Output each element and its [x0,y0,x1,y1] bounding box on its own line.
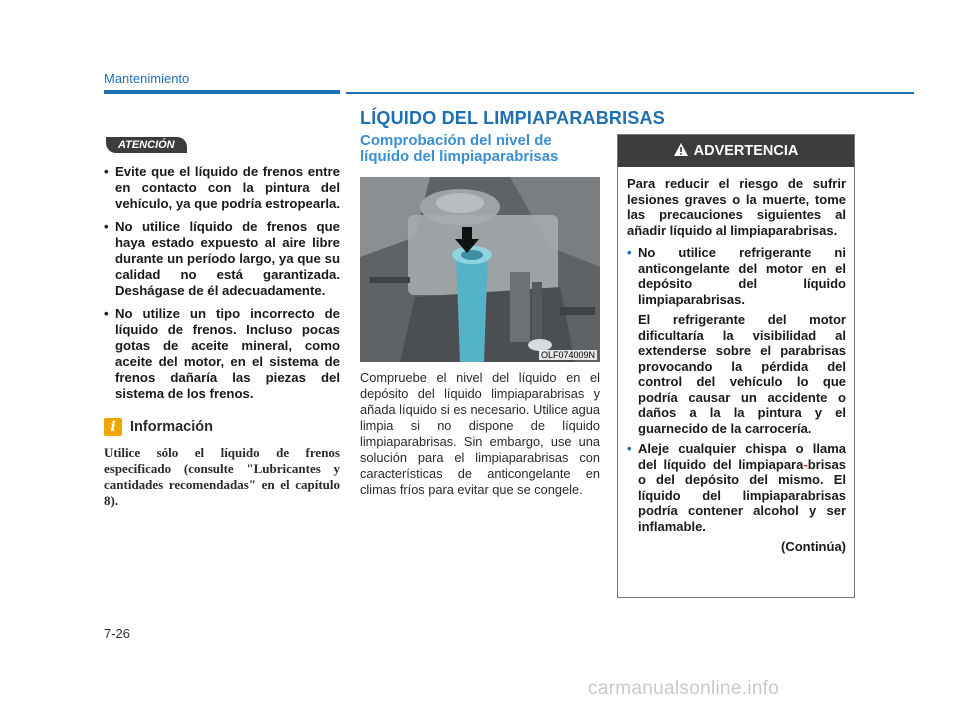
page-title: LÍQUIDO DEL LIMPIAPARABRISAS [360,108,665,128]
warning-list [627,245,846,534]
list-item: • Evite que el líquido de frenos entre en contacto con la pintura del vehículo, ya que podría estropearla. [104,164,340,211]
warning-box [617,134,855,598]
warning-intro: Para reducir el riesgo de sufrir lesiones graves o la muerte, tome las precauciones siguientes al añadir líquido al limpiaparabrisas. [627,176,846,238]
washer-reservoir-illustration [360,177,600,362]
engine-bay-photo [360,177,600,362]
caution-badge: ATENCIÓN [106,137,187,153]
warning-title: ADVERTENCIA [693,143,799,159]
figure-code: OLF074009N [540,350,595,360]
caution-list [104,164,340,402]
bullet-icon: • [627,245,632,260]
hyphen-mark: - [803,456,808,472]
left-column [104,135,340,509]
warning-body [618,167,854,554]
subsection-title: Comprobación del nivel de líquido del limpiaparabrisas [360,132,559,165]
info-icon: i [104,418,122,436]
continued-label: (Continúa) [781,539,846,554]
info-title: Información [130,419,213,435]
bullet-icon: • [104,306,109,321]
header-rule-right [346,92,914,94]
warning-paragraph: El refrigerante del motor dificultaría la visibilidad al extenderse sobre el parabrisas provocando la pérdida del control del vehículo lo que podría causar un accidente o daños a la la pintura y el guarnecido de la carrocería. [638,312,846,436]
header-rule-left [104,90,340,94]
body-text: Compruebe el nivel del líquido en el depósito del líquido limpiaparabrisas y añada líquido si es necesario. Utilice agua limpia si no dispone de líquido limpiaparabrisas. Sin embargo, use una solución para el limpiaparabrisas con características de anticongelante en climas fríos para evitar que se congele. [360,370,600,497]
bullet-icon: • [104,219,109,234]
watermark: carmanualsonline.info [588,678,780,699]
list-item: • No utilice líquido de frenos que haya estado expuesto al aire libre durante un período largo, ya que su calidad no está garantizada. Deshágase de él adecuadamente. [104,219,340,298]
list-item: • No utilize un tipo incorrecto de líquido de frenos. Incluso pocas gotas de aceite mineral, como aceite del motor, en el sistema de frenos dañaría las piezas del sistema de los frenos. [104,306,340,401]
warning-header [618,135,854,167]
list-item: • Aleje cualquier chispa o llama del líquido del limpiapara-brisas o del depósito del mismo. El líquido del limpiaparabrisas podría contener alcohol y ser inflamable. [627,441,846,534]
bullet-icon: • [104,164,109,179]
bullet-icon: • [627,441,632,456]
section-label: Mantenimiento [104,71,190,86]
list-item: • No utilice refrigerante ni anticongelante del motor en el depósito del líquido limpiaparabrisas. El refrigerante del motor dificultaría la visibilidad al extenderse sobre el parabrisas provocando la pérdida del control del vehículo lo que podría causar un accidente o daños a la la pintura y el guarnecido de la carrocería. [627,245,846,436]
info-text: Utilice sólo el líquido de frenos especificado (consulte "Lubricantes y cantidades recomendadas" en el capítulo 8). [104,445,340,508]
page-number: 7-26 [104,626,131,641]
middle-column [360,133,600,498]
info-heading [104,418,340,436]
warning-triangle-icon [674,143,688,160]
